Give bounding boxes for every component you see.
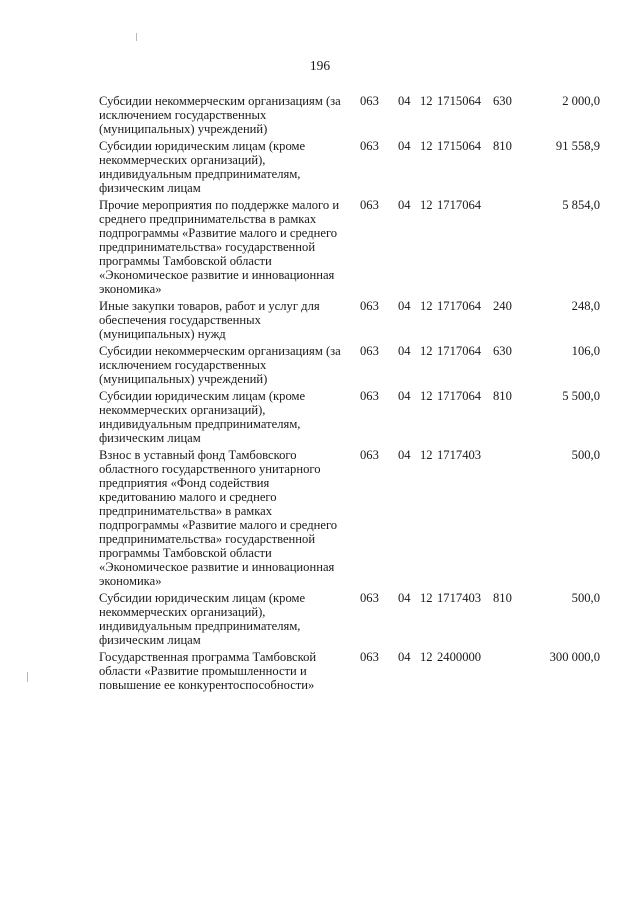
- section-code: 04: [398, 139, 411, 153]
- amount: 106,0: [571, 344, 600, 358]
- amount: 5 500,0: [562, 389, 600, 403]
- row-name: Субсидии юридическим лицам (кроме некоммерческих организаций), индивидуальным предпринимателям, физическим лицам: [99, 389, 306, 445]
- row-name: Субсидии некоммерческим организациям (за исключением государственных (муниципальных) учреждений): [99, 94, 341, 136]
- row-name: Субсидии юридическим лицам (кроме некоммерческих организаций), индивидуальным предпринимателям, физическим лицам: [99, 591, 306, 647]
- ministry-code: 063: [360, 650, 379, 664]
- expense-type-code: 810: [493, 139, 512, 153]
- subsection-code: 12: [420, 448, 433, 462]
- table-row: [99, 591, 606, 647]
- subsection-code: 12: [420, 299, 433, 313]
- ministry-code: 063: [360, 448, 379, 462]
- subsection-code: 12: [420, 389, 433, 403]
- target-code: 1717064: [437, 198, 482, 212]
- row-name: Субсидии юридическим лицам (кроме некоммерческих организаций), индивидуальным предпринимателям, физическим лицам: [99, 139, 306, 195]
- amount: 2 000,0: [562, 94, 600, 108]
- section-code: 04: [398, 591, 411, 605]
- ministry-code: 063: [360, 389, 379, 403]
- expense-type-code: 630: [493, 94, 512, 108]
- section-code: 04: [398, 198, 411, 212]
- row-name: Субсидии некоммерческим организациям (за исключением государственных (муниципальных) учреждений): [99, 344, 341, 386]
- table-row: [99, 389, 606, 445]
- scan-edge-mark: [136, 33, 137, 41]
- target-code: 2400000: [437, 650, 482, 664]
- page-number: 196: [309, 58, 331, 73]
- subsection-code: 12: [420, 344, 433, 358]
- amount: 91 558,9: [555, 139, 600, 153]
- table-row: [99, 448, 606, 588]
- table-row: [99, 344, 606, 386]
- amount: 300 000,0: [549, 650, 600, 664]
- section-code: 04: [398, 299, 411, 313]
- subsection-code: 12: [420, 94, 433, 108]
- amount: 500,0: [571, 591, 600, 605]
- ministry-code: 063: [360, 591, 379, 605]
- subsection-code: 12: [420, 650, 433, 664]
- table-row: [99, 94, 606, 136]
- table-row: [99, 198, 606, 296]
- amount: 5 854,0: [562, 198, 600, 212]
- expense-type-code: 240: [493, 299, 512, 313]
- budget-table: [99, 94, 606, 695]
- scan-edge-mark: [27, 672, 28, 682]
- row-name: Иные закупки товаров, работ и услуг для обеспечения государственных (муниципальных) нужд: [99, 299, 320, 341]
- ministry-code: 063: [360, 139, 379, 153]
- expense-type-code: 630: [493, 344, 512, 358]
- ministry-code: 063: [360, 94, 379, 108]
- table-row: [99, 139, 606, 195]
- amount: 500,0: [571, 448, 600, 462]
- expense-type-code: 810: [493, 389, 512, 403]
- subsection-code: 12: [420, 139, 433, 153]
- subsection-code: 12: [420, 591, 433, 605]
- section-code: 04: [398, 448, 411, 462]
- ministry-code: 063: [360, 198, 379, 212]
- row-name: Прочие мероприятия по поддержке малого и среднего предпринимательства в рамках подпрограммы «Развитие малого и среднего предпринимательства» государственной программы Тамбовской области «Экономическое развитие и инновационная экономика»: [99, 198, 340, 296]
- amount: 248,0: [571, 299, 600, 313]
- section-code: 04: [398, 389, 411, 403]
- target-code: 1715064: [437, 94, 482, 108]
- section-code: 04: [398, 344, 411, 358]
- row-name: Государственная программа Тамбовской области «Развитие промышленности и повышение ее конкурентоспособности»: [99, 650, 317, 692]
- section-code: 04: [398, 94, 411, 108]
- ministry-code: 063: [360, 299, 379, 313]
- section-code: 04: [398, 650, 411, 664]
- target-code: 1715064: [437, 139, 482, 153]
- target-code: 1717064: [437, 344, 482, 358]
- target-code: 1717064: [437, 389, 482, 403]
- table-row: [99, 299, 606, 341]
- ministry-code: 063: [360, 344, 379, 358]
- subsection-code: 12: [420, 198, 433, 212]
- expense-type-code: 810: [493, 591, 512, 605]
- table-row: [99, 650, 606, 692]
- target-code: 1717064: [437, 299, 482, 313]
- row-name: Взнос в уставный фонд Тамбовского областного государственного унитарного предприятия «Фонд содействия кредитованию малого и среднего предпринимательства» в рамках подпрограммы «Развитие малого и среднего предпринимательства» государственной программы Тамбовской области «Экономическое развитие и инновационная экономика»: [99, 448, 338, 588]
- target-code: 1717403: [437, 448, 482, 462]
- target-code: 1717403: [437, 591, 482, 605]
